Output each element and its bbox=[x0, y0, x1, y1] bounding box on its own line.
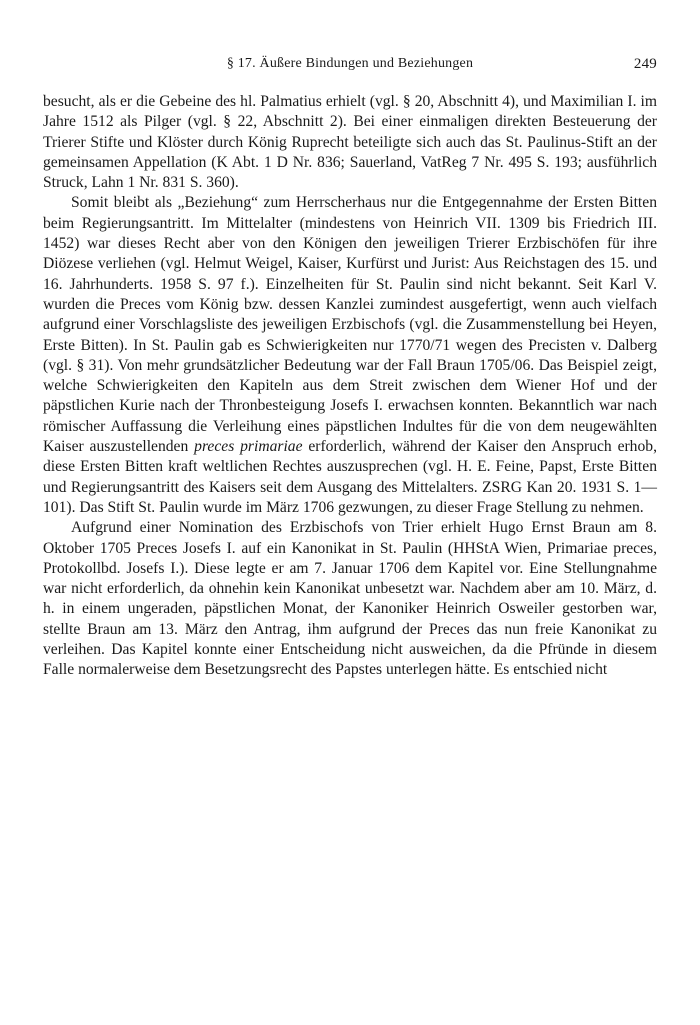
section-title: § 17. Äußere Bindungen und Beziehungen bbox=[226, 56, 474, 71]
body-text bbox=[43, 92, 657, 681]
page-number: 249 bbox=[633, 56, 657, 72]
paragraph-2-text-after: erforderlich, während der Kaiser den Anspruch erhob, diese Ersten Bitten kraft weltlichen Rechtes auszusprechen (vgl. H. E. Feine, Papst, Erste Bitten und Regierungsantritt des Kaisers seit dem Ausgang des Mittelalters. ZSRG Kan 20. 1931 S. 1—101). Das Stift St. Paulin wurde im März 1706 gezwungen, zu dieser Frage Stellung zu nehmen. bbox=[43, 438, 657, 516]
italic-term: preces primariae bbox=[194, 438, 303, 456]
book-page bbox=[43, 56, 657, 681]
running-head bbox=[43, 56, 657, 78]
paragraph-2 bbox=[43, 193, 657, 518]
paragraph-3: Aufgrund einer Nomination des Erzbischofs von Trier erhielt Hugo Ernst Braun am 8. Oktober 1705 Preces Josefs I. auf ein Kanonikat in St. Paulin (HHStA Wien, Primariae preces, Protokollbd. Josefs I.). Diese legte er am 7. Januar 1706 dem Kapitel vor. Eine Stellungnahme war nicht erforderlich, da ohnehin kein Kanonikat unbesetzt war. Nachdem aber am 10. März, d. h. in einem ungeraden, päpstlichen Monat, der Kanoniker Heinrich Osweiler gestorben war, stellte Braun am 13. März den Antrag, ihm aufgrund der Preces das nun freie Kanonikat zu verleihen. Das Kapitel konnte einer Entscheidung nicht ausweichen, da die Pfründe in diesem Falle normalerweise dem Besetzungsrecht des Papstes unterlegen hätte. Es entschied nicht bbox=[43, 519, 657, 679]
paragraph-2-text: Somit bleibt als „Beziehung“ zum Herrscherhaus nur die Entgegennahme der Ersten Bitten beim Regierungsantritt. Im Mittelalter (mindestens von Heinrich VII. 1309 bis Friedrich III. 1452) war dieses Recht aber von den Königen den jeweiligen Trierer Erzbischöfen für ihre Diözese verliehen (vgl. Helmut Weigel, Kaiser, Kurfürst und Jurist: Aus Reichstagen des 15. und 16. Jahrhunderts. 1958 S. 97 f.). Einzelheiten für St. Paulin sind nicht bekannt. Seit Karl V. wurden die Preces vom König bzw. dessen Kanzlei zumindest ausgefertigt, wenn auch vielfach aufgrund einer Vorschlagsliste des jeweiligen Erzbischofs (vgl. die Zusammenstellung bei Heyen, Erste Bitten). In St. Paulin gab es Schwierigkeiten nur 1770/71 wegen des Precisten v. Dalberg (vgl. § 31). Von mehr grundsätzlicher Bedeutung war der Fall Braun 1705/06. Das Beispiel zeigt, welche Schwierigkeiten den Kapiteln aus dem Streit zwischen dem Wiener Hof und der päpstlichen Kurie nach der Thronbesteigung Josefs I. erwachsen konnten. Bekanntlich war nach römischer Auffassung die Verleihung eines päpstlichen Indultes für die von dem neugewählten Kaiser auszustellenden bbox=[43, 194, 657, 456]
paragraph-1: besucht, als er die Gebeine des hl. Palmatius erhielt (vgl. § 20, Abschnitt 4), und Maximilian I. im Jahre 1512 als Pilger (vgl. § 22, Abschnitt 2). Bei einer einmaligen direkten Besteuerung der Trierer Stifte und Klöster durch König Ruprecht beteiligte sich auch das St. Paulinus-Stift an der gemeinsamen Appellation (K Abt. 1 D Nr. 836; Sauerland, VatReg 7 Nr. 495 S. 193; ausführlich Struck, Lahn 1 Nr. 831 S. 360). bbox=[43, 93, 657, 192]
